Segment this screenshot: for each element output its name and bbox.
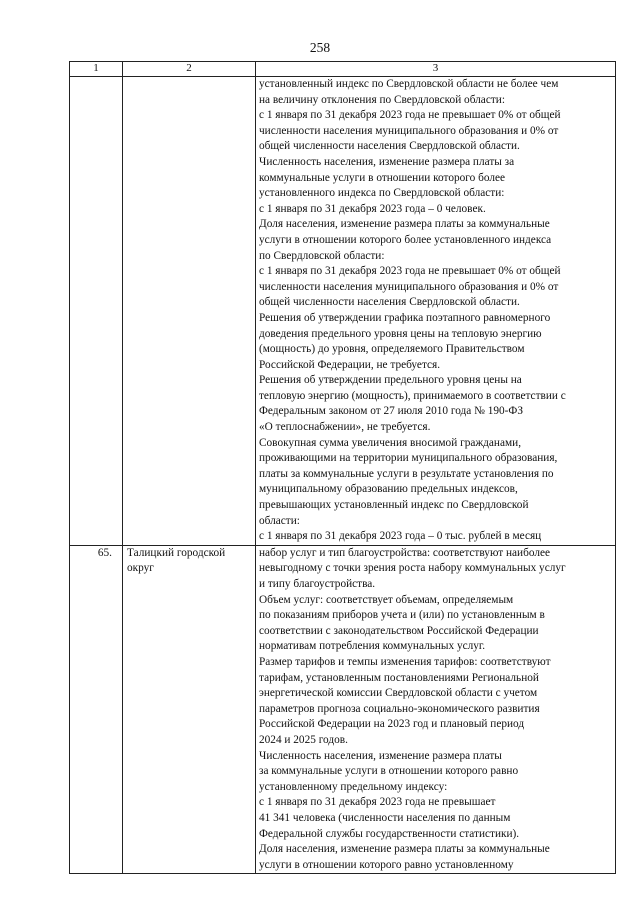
text-line: с 1 января по 31 декабря 2023 года не превышает xyxy=(259,796,496,809)
text-line: установленному предельному индексу: xyxy=(259,780,448,793)
description-cell xyxy=(256,77,616,546)
text-line: Федеральной службы государственности статистики). xyxy=(259,827,520,840)
text-line: доведения предельного уровня цены на тепловую энергию xyxy=(259,327,542,340)
table-row xyxy=(70,77,616,546)
text-line: нормативам потребления коммунальных услуг. xyxy=(259,640,486,653)
text-line: набор услуг и тип благоустройства: соответствуют наиболее xyxy=(259,546,551,559)
text-line: с 1 января по 31 декабря 2023 года – 0 тыс. рублей в месяц xyxy=(259,530,542,543)
page-number: 258 xyxy=(309,40,331,55)
text-line: по Свердловской области: xyxy=(259,249,385,262)
text-line: установленный индекс по Свердловской области не более чем xyxy=(259,78,559,90)
text-line: общей численности населения Свердловской области. xyxy=(259,296,520,309)
text-line: Численность населения, изменение размера платы за xyxy=(259,155,515,168)
text-line: с 1 января по 31 декабря 2023 года не превышает 0% от общей xyxy=(259,265,561,278)
text-line: муниципальному образованию предельных индексов, xyxy=(259,483,518,496)
text-line: тарифам, установленным постановлениями Региональной xyxy=(259,671,539,684)
text-line: с 1 января по 31 декабря 2023 года – 0 человек. xyxy=(259,202,486,215)
text-line: услуги в отношении которого более установленного индекса xyxy=(259,233,552,246)
table-header-row xyxy=(70,62,616,77)
description-cell xyxy=(256,545,616,873)
municipality-name-line: округ xyxy=(127,562,154,575)
text-line: Численность населения, изменение размера платы xyxy=(259,749,502,762)
text-line: Размер тарифов и темпы изменения тарифов: соответствуют xyxy=(259,655,551,668)
text-line: с 1 января по 31 декабря 2023 года не превышает 0% от общей xyxy=(259,109,561,122)
text-line: Решения об утверждении графика поэтапного равномерного xyxy=(259,311,551,324)
text-line: услуги в отношении которого равно установленному xyxy=(259,858,514,871)
text-line: за коммунальные услуги в отношении которого равно xyxy=(259,765,519,778)
text-line: Федеральным законом от 27 июля 2010 года № 190-ФЗ xyxy=(259,405,524,418)
text-line: Доля населения, изменение размера платы за коммунальные xyxy=(259,843,550,856)
column-header-2: 2 xyxy=(123,62,256,77)
text-line: невыгодному с точки зрения роста набору коммунальных услуг xyxy=(259,562,566,575)
text-line: 2024 и 2025 годов. xyxy=(259,733,348,746)
municipality-cell xyxy=(123,545,256,873)
table-row xyxy=(70,545,616,873)
column-header-3: 3 xyxy=(256,62,616,77)
text-line: Решения об утверждении предельного уровня цены на xyxy=(259,374,522,387)
text-line: энергетической комиссии Свердловской области с учетом xyxy=(259,687,538,700)
municipality-cell xyxy=(123,77,256,546)
text-line: проживающими на территории муниципального образования, xyxy=(259,452,558,465)
tariff-table xyxy=(69,61,616,874)
text-line: коммунальные услуги в отношении которого более xyxy=(259,171,506,184)
text-line: (мощность) до уровня, определяемого Правительством xyxy=(259,343,525,356)
text-line: платы за коммунальные услуги в результате установления по xyxy=(259,467,554,480)
text-line: соответствии с законодательством Российской Федерации xyxy=(259,624,539,637)
municipality-name-line: Талицкий городской xyxy=(127,546,226,559)
text-line: и типу благоустройства. xyxy=(259,578,376,590)
text-line: Доля населения, изменение размера платы за коммунальные xyxy=(259,218,550,231)
text-line: тепловую энергию (мощность), принимаемого в соответствии с xyxy=(259,389,566,402)
text-line: «О теплоснабжении», не требуется. xyxy=(259,421,431,434)
text-line: численности населения муниципального образования и 0% от xyxy=(259,280,559,293)
text-line: по показаниям приборов учета и (или) по установленным в xyxy=(259,609,545,622)
text-line: превышающих установленный индекс по Свердловской xyxy=(259,499,529,512)
text-line: Совокупная сумма увеличения вносимой гражданами, xyxy=(259,436,522,449)
text-line: установленного индекса по Свердловской области: xyxy=(259,187,505,200)
text-line: общей численности населения Свердловской области. xyxy=(259,140,520,153)
text-line: на величину отклонения по Свердловской области: xyxy=(259,93,505,106)
text-line: области: xyxy=(259,514,300,527)
text-line: параметров прогноза социально-экономического развития xyxy=(259,702,540,715)
row-number xyxy=(70,77,123,546)
row-number: 65. xyxy=(70,545,123,873)
text-line: Объем услуг: соответствует объемам, определяемым xyxy=(259,593,514,606)
text-line: Российской Федерации, не требуется. xyxy=(259,358,441,371)
text-line: 41 341 человека (численности населения по данным xyxy=(259,811,511,824)
text-line: Российской Федерации на 2023 год и плановый период xyxy=(259,718,525,731)
text-line: численности населения муниципального образования и 0% от xyxy=(259,124,559,137)
column-header-1: 1 xyxy=(70,62,123,77)
